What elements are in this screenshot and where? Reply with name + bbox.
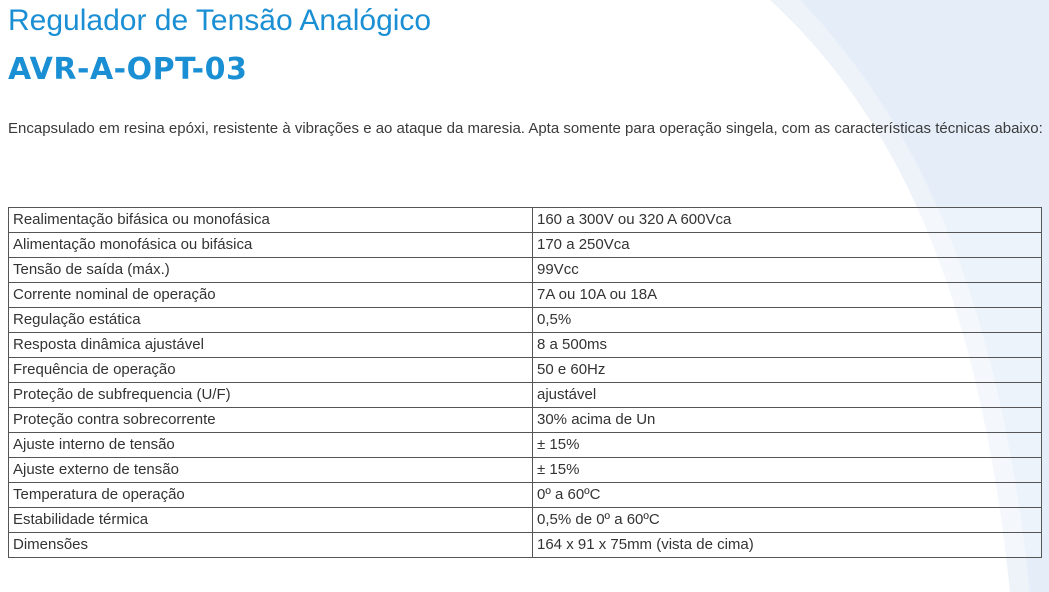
table-row	[9, 433, 1042, 458]
spec-label: Tensão de saída (máx.)	[9, 258, 533, 283]
spec-label: Temperatura de operação	[9, 483, 533, 508]
specs-table-body	[9, 208, 1042, 558]
spec-value: 30% acima de Un	[533, 408, 1042, 433]
table-row	[9, 308, 1042, 333]
table-row	[9, 283, 1042, 308]
spec-label: Regulação estática	[9, 308, 533, 333]
table-row	[9, 408, 1042, 433]
spec-label: Corrente nominal de operação	[9, 283, 533, 308]
spec-value: 99Vcc	[533, 258, 1042, 283]
spec-value: 164 x 91 x 75mm (vista de cima)	[533, 533, 1042, 558]
spec-label: Resposta dinâmica ajustável	[9, 333, 533, 358]
table-row	[9, 358, 1042, 383]
spec-value: 170 a 250Vca	[533, 233, 1042, 258]
spec-label: Realimentação bifásica ou monofásica	[9, 208, 533, 233]
spec-label: Dimensões	[9, 533, 533, 558]
spec-value: 160 a 300V ou 320 A 600Vca	[533, 208, 1042, 233]
product-description: Encapsulado em resina epóxi, resistente à vibrações e ao ataque da maresia. Apta somente para operação singela, com as características técnicas abaixo:	[8, 120, 1043, 137]
spec-value: 7A ou 10A ou 18A	[533, 283, 1042, 308]
spec-value: 0º a 60ºC	[533, 483, 1042, 508]
spec-value: ± 15%	[533, 433, 1042, 458]
spec-value: 8 a 500ms	[533, 333, 1042, 358]
spec-value: 0,5%	[533, 308, 1042, 333]
spec-label: Estabilidade térmica	[9, 508, 533, 533]
table-row	[9, 208, 1042, 233]
page-title: Regulador de Tensão Analógico	[8, 4, 432, 37]
table-row	[9, 508, 1042, 533]
spec-value: ± 15%	[533, 458, 1042, 483]
table-row	[9, 483, 1042, 508]
model-code: AVR-A-OPT-03	[8, 52, 248, 87]
spec-label: Alimentação monofásica ou bifásica	[9, 233, 533, 258]
spec-value: 50 e 60Hz	[533, 358, 1042, 383]
spec-value: 0,5% de 0º a 60ºC	[533, 508, 1042, 533]
table-row	[9, 383, 1042, 408]
spec-label: Frequência de operação	[9, 358, 533, 383]
spec-label: Ajuste externo de tensão	[9, 458, 533, 483]
table-row	[9, 533, 1042, 558]
spec-label: Ajuste interno de tensão	[9, 433, 533, 458]
spec-label: Proteção contra sobrecorrente	[9, 408, 533, 433]
table-row	[9, 458, 1042, 483]
table-row	[9, 258, 1042, 283]
table-row	[9, 233, 1042, 258]
spec-label: Proteção de subfrequencia (U/F)	[9, 383, 533, 408]
spec-value: ajustável	[533, 383, 1042, 408]
specs-table	[8, 207, 1042, 558]
table-row	[9, 333, 1042, 358]
